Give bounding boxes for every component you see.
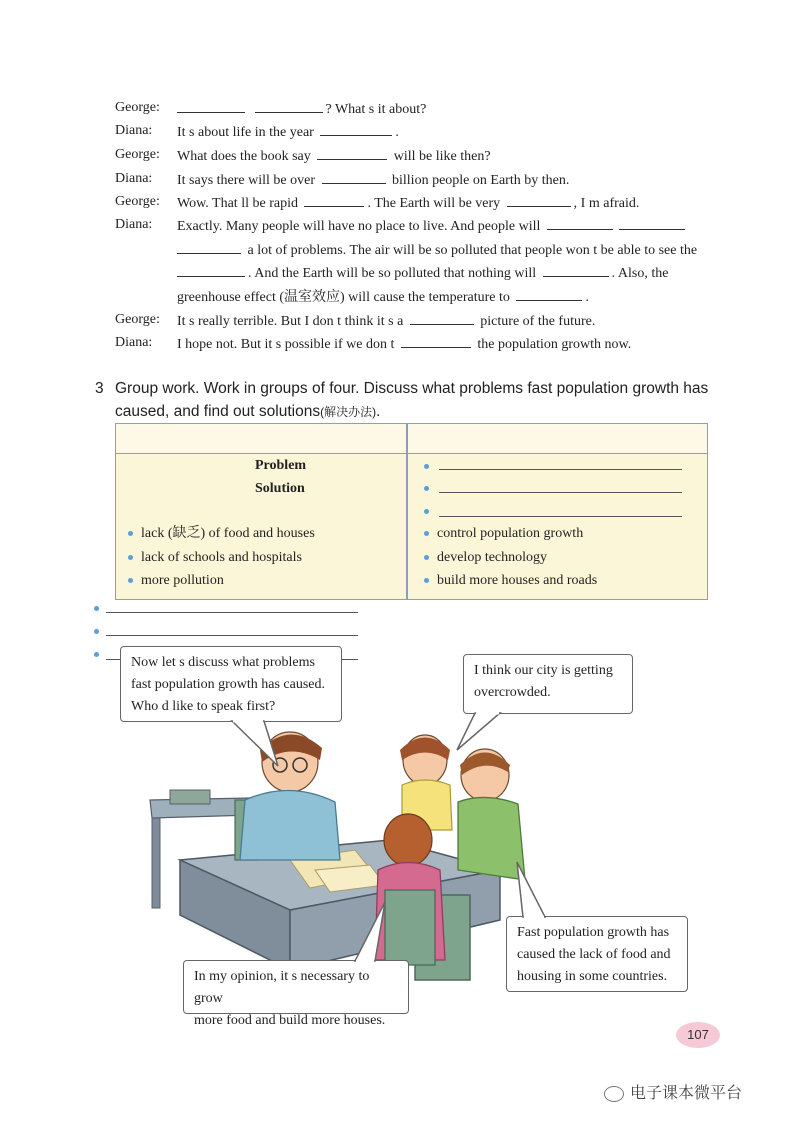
table-divider [406,424,408,599]
solution-header: Solution [255,481,305,496]
dialogue-text: . And the Earth will be so polluted that nothing will [248,266,540,281]
dialogue-line-8 [115,334,715,352]
problem-item: more pollution [128,572,224,590]
answer-line[interactable] [106,612,358,613]
bubble-tail [515,860,555,918]
task-text-chinese: (解决办法) [320,405,377,419]
answer-blank[interactable] [177,263,245,277]
answer-blank[interactable] [322,170,386,184]
speech-bubble-bottom: In my opinion, it s necessary to grow more food and build more houses. [183,960,409,1014]
problem-item: lack of schools and hospitals [128,549,302,567]
dialogue-text: will be like then? [390,149,491,164]
bullet-icon [424,486,429,491]
speech-bubble-right: Fast population growth has caused the lack of food and housing in some countries. [506,916,688,992]
task-text: caused, and find out solutions [115,403,321,420]
bullet-icon [424,578,429,583]
solution-item: control population growth [424,525,583,543]
bubble-tail [228,720,288,770]
dialogue-continuation [177,263,668,283]
table-blank-row[interactable] [424,480,437,498]
dialogue-text: What does the book say [177,149,315,164]
watermark: 电子课本微平台 [604,1080,742,1103]
wechat-icon [604,1086,624,1102]
speaker: Diana: [115,171,153,186]
dialogue-line-6 [115,216,715,234]
dialogue-text: . [395,125,399,140]
bullet-icon [424,555,429,560]
dialogue-continuation [177,287,589,307]
bullet-icon [128,531,133,536]
bullet-icon [424,531,429,536]
dialogue-text: a lot of problems. The air will be so polluted that people won t be able to see the [244,243,698,258]
answer-blank[interactable] [543,263,609,277]
dialogue-line-1 [115,99,715,117]
task-number: 3 [95,380,104,397]
dialogue-text: . [585,290,589,305]
answer-blank[interactable] [177,99,245,113]
speaker: George: [115,312,160,327]
dialogue-line-3 [115,146,715,164]
answer-blank[interactable] [619,216,685,230]
dialogue-line-5 [115,193,715,211]
bullet-icon [94,629,99,634]
answer-blank[interactable] [410,311,474,325]
dialogue-text: . Also, the [611,266,669,281]
table-header-row [116,424,707,454]
task-3-instruction [95,378,715,400]
page-number: 107 [676,1022,720,1048]
problem-solution-table [115,423,708,600]
speaker: Diana: [115,335,153,350]
table-blank-row[interactable] [424,503,437,521]
dialogue-line-7 [115,311,715,329]
speech-bubble-girl: I think our city is getting overcrowded. [463,654,633,714]
dialogue-text: . The Earth will be very [367,196,504,211]
bubble-tail [455,712,505,752]
solution-item: build more houses and roads [424,572,597,590]
answer-blank[interactable] [177,240,241,254]
dialogue-text: billion people on Earth by then. [388,173,570,188]
answer-line[interactable] [106,659,120,660]
bullet-icon [94,606,99,611]
speaker: Diana: [115,123,153,138]
bullet-icon [94,652,99,657]
dialogue-text: the population growth now. [473,337,632,352]
dialogue-text: ? What s it about? [325,102,427,117]
dialogue-text: I hope not. But it s possible if we don t [177,337,398,352]
answer-line[interactable] [439,469,682,470]
speaker: Diana: [115,217,153,232]
speaker: George: [115,100,160,115]
bullet-icon [424,509,429,514]
answer-blank[interactable] [516,287,582,301]
bullet-icon [128,555,133,560]
answer-line[interactable] [342,659,358,660]
dialogue-text: Wow. That ll be rapid [177,196,302,211]
answer-line[interactable] [439,516,682,517]
bullet-icon [128,578,133,583]
dialogue-text: Exactly. Many people will have no place to live. And people will [177,219,544,234]
task-3-instruction-2 [115,401,735,423]
dialogue-text: It s really terrible. But I don t think it s a [177,314,407,329]
answer-blank[interactable] [317,146,387,160]
dialogue-line-2 [115,122,715,140]
problem-item: lack (缺乏) of food and houses [128,525,315,543]
answer-blank[interactable] [547,216,613,230]
speaker: George: [115,194,160,209]
answer-blank[interactable] [401,334,471,348]
problem-header: Problem [255,458,307,473]
answer-line[interactable] [106,635,358,636]
answer-blank[interactable] [255,99,323,113]
dialogue-text: greenhouse effect (温室效应) will cause the temperature to [177,290,514,305]
bullet-icon [424,464,429,469]
task-text: Group work. Work in groups of four. Discuss what problems fast population growth has [115,380,709,397]
answer-blank[interactable] [304,193,364,207]
speech-bubble-teacher: Now let s discuss what problems fast population growth has caused. Who d like to speak first? [120,646,342,722]
speaker: George: [115,147,160,162]
dialogue-text: It s about life in the year [177,125,318,140]
dialogue-continuation [177,240,697,260]
answer-blank[interactable] [507,193,571,207]
solution-item: develop technology [424,549,547,567]
dialogue-text: It says there will be over [177,173,319,188]
table-blank-row[interactable] [424,458,437,476]
dialogue-text: picture of the future. [476,314,596,329]
task-text: . [376,403,381,420]
answer-line[interactable] [439,492,682,493]
dialogue-text: , I m afraid. [573,196,640,211]
dialogue-line-4 [115,170,715,188]
bubble-tail [335,900,395,962]
answer-blank[interactable] [320,122,392,136]
